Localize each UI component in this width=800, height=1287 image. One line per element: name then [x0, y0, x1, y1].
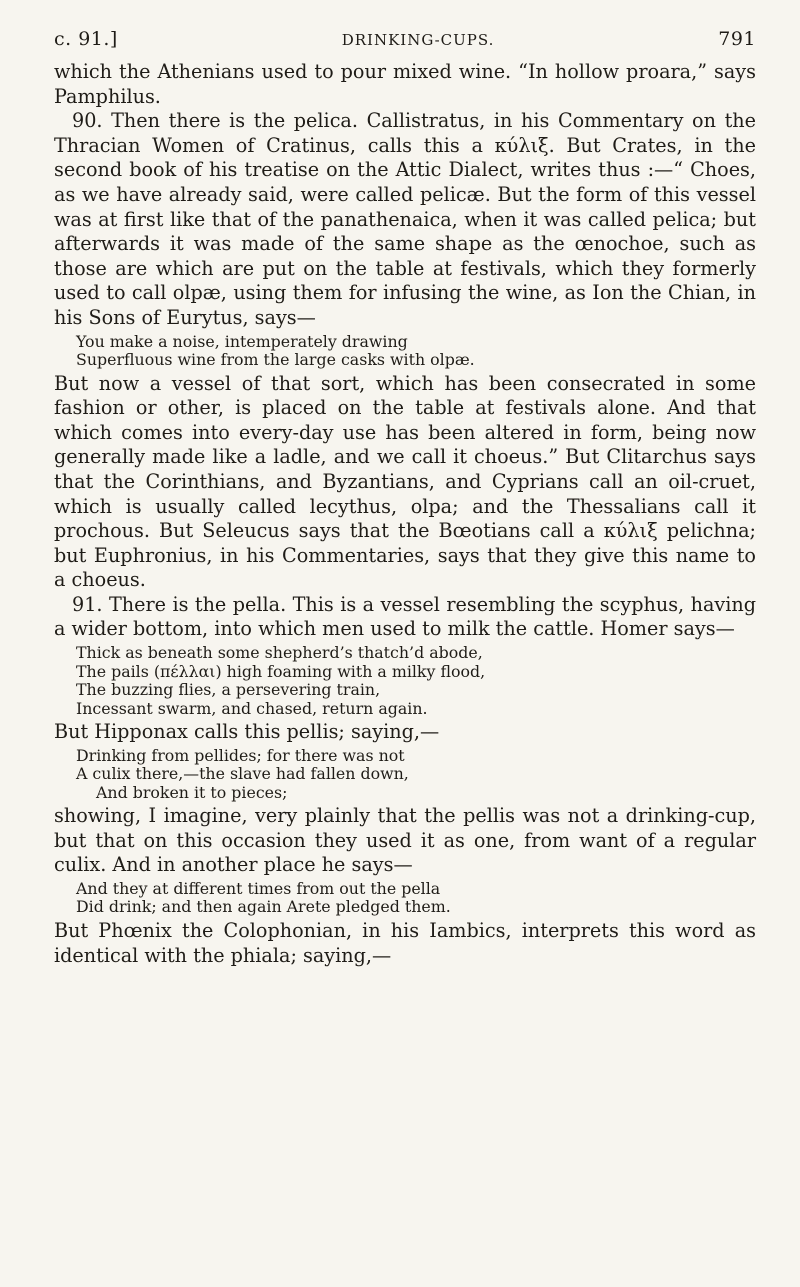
verse-quotation [76, 333, 756, 370]
verse-line: You make a noise, intemperately drawing [76, 331, 408, 351]
verse-line: And broken it to pieces; [96, 782, 288, 802]
paragraph: But Hipponax calls this pellis; saying,— [54, 720, 440, 744]
verse-quotation [76, 880, 756, 917]
paragraph: which the Athenians used to pour mixed wine. “In hollow proara,” says Pamphilus. [54, 60, 756, 108]
body-text [54, 60, 756, 968]
verse-line: Did drink; and then again Arete pledged them. [76, 897, 451, 917]
verse-line: Drinking from pellides; for there was not [76, 745, 405, 765]
paragraph: showing, I imagine, very plainly that the pellis was not a drinking-cup, but that on this occasion they used it as one, from want of a regular culix. And in another place he says— [54, 804, 756, 877]
verse-line: Incessant swarm, and chased, return again. [76, 698, 428, 718]
verse-quotation [76, 644, 756, 718]
verse-line: And they at different times from out the pella [76, 878, 441, 898]
verse-line: Thick as beneath some shepherd’s thatch’d abode, [76, 643, 483, 663]
verse-line: The buzzing flies, a persevering train, [76, 680, 381, 700]
paragraph: 91. There is the pella. This is a vessel resembling the scyphus, having a wider bottom, into which men used to milk the cattle. Homer says— [54, 592, 756, 641]
running-header [54, 28, 756, 50]
paragraph: 90. Then there is the pelica. Callistratus, in his Commentary on the Thracian Women of Cratinus, calls this a κύλιξ. But Crates, in the second book of his treatise on the Attic Dialect, writes thus :—“ Choes, as we have already said, were called pelicæ. But the form of this vessel was at first like that of the panathenaica, when it was called pelica; but afterwards it was made of the same shape as the œnochoe, such as those are which are put on the table at festivals, which they formerly used to call olpæ, using them for infusing the wine, as Ion the Chian, in his Sons of Eurytus, says— [54, 109, 756, 329]
chapter-reference: c. 91.] [54, 28, 118, 50]
paragraph: But now a vessel of that sort, which has been consecrated in some fashion or other, is placed on the table at festivals alone. And that which comes into every-day use has been altered in form, being now generally made like a ladle, and we call it choeus.” But Clitarchus says that the Corinthians, and Byzantians, and Cyprians call an oil-cruet, which is usually called lecythus, olpa; and the Thessalians call it prochous. But Seleucus says that the Bœotians call a κύλιξ pelichna; but Euphronius, in his Commentaries, says that they give this name to a choeus. [54, 371, 756, 592]
paragraph: But Phœnix the Colophonian, in his Iambics, interprets this word as identical with the phiala; saying,— [54, 918, 756, 967]
verse-line: The pails (πέλλαι) high foaming with a milky flood, [76, 661, 486, 681]
verse-quotation [76, 747, 756, 803]
page-number: 791 [718, 28, 756, 50]
verse-line: Superfluous wine from the large casks with olpæ. [76, 350, 475, 370]
book-page [54, 28, 756, 968]
running-title: DRINKING-CUPS. [341, 31, 495, 49]
verse-line: A culix there,—the slave had fallen down, [76, 764, 409, 784]
